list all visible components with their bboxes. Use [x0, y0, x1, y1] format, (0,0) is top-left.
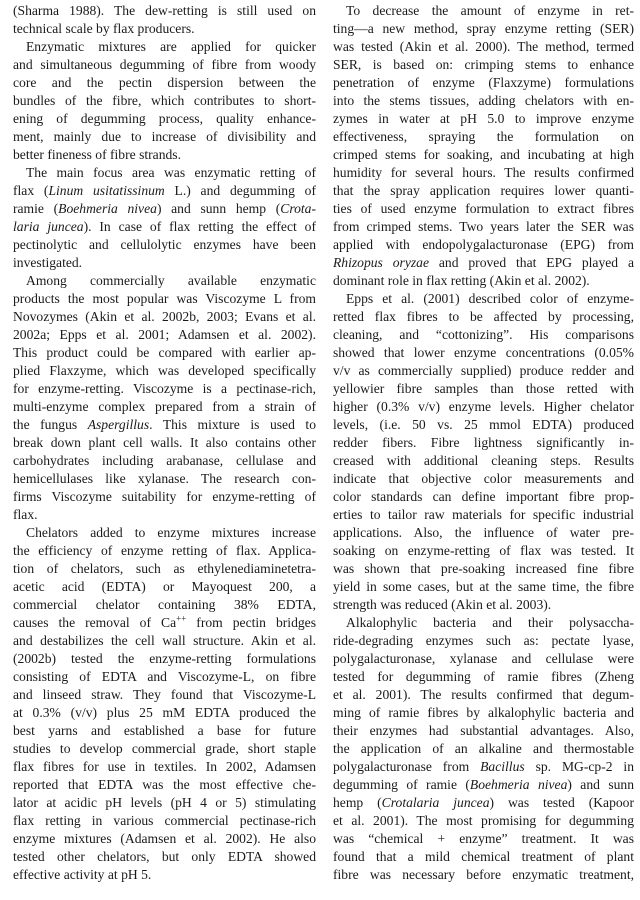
left-column-text-line: core and the pectin dispersion between the	[13, 75, 316, 90]
left-column-text-line: better fineness of fibre strands.	[13, 147, 181, 162]
left-column-text-line: plied Flaxzyme, which was developed specifically	[13, 363, 316, 378]
left-column-text-line: Enzymatic mixtures are applied for quicker	[26, 39, 316, 54]
right-column-text-line: that the spray application requires lower quanti-	[333, 183, 634, 198]
right-column-text-line: redder fibers. Fibre lightness significantly in-	[333, 435, 634, 450]
right-column-text-line: zymes in water at pH 5.0 to improve enzyme	[333, 111, 634, 126]
left-column-text-line: flax retting in various commercial pectinase-rich	[13, 813, 316, 828]
right-column-text-line: Rhizopus oryzae and proved that EPG played a	[333, 255, 634, 270]
right-column-text-line: v/v as commercially supplied) produce redder and	[333, 363, 634, 378]
right-column-text-line: retted flax fibres to be affected by processing,	[333, 309, 634, 324]
right-column-text-line: crimped stems for soaking, and incubating at high	[333, 147, 634, 162]
right-column-text-line: into the stems tissues, adding chelators with en-	[333, 93, 634, 108]
right-column-text-line: strength was reduced (Akin et al. 2003).	[333, 597, 552, 612]
right-column-text-line: polygalacturonase, xylanase and cellulase were	[333, 651, 634, 666]
left-column-text-line: break down plant cell walls. It also contains other	[13, 435, 316, 450]
right-column-text-line: degumming of ramie (Boehmeria nivea) and sunn	[333, 777, 634, 792]
left-column-text-line: and linseed straw. They found that Viscozyme-L	[13, 687, 316, 702]
left-column-text-line: at 0.3% (v/v) plus 25 mM EDTA produced the	[13, 705, 316, 720]
right-column-text-line: applied with endopolygalacturonase (EPG) from	[333, 237, 634, 252]
right-column-text-line: was tested (Akin et al. 2000). The method, termed	[333, 39, 634, 54]
right-column-text-line: from crimped stems. Two years later the SER was	[333, 219, 634, 234]
right-column-text-line: tested for degumming of ramie fibres (Zheng	[333, 669, 634, 684]
right-column-text-line: yellowier fibre samples than those retted with	[333, 381, 634, 396]
left-column-text-line: enzyme mixtures (Adamsen et al. 2002). He also	[13, 831, 316, 846]
right-column-text-line: color standards can define important fibre prop-	[333, 489, 634, 504]
left-column-text-line: causes the removal of Ca++ from pectin bridges	[13, 614, 316, 630]
left-column-text-line: tion of chelators, such as ethylenediaminetetra-	[13, 561, 316, 576]
left-column-text-line: Novozymes (Akin et al. 2002b, 2003; Evans et al.	[13, 309, 316, 324]
right-column-text-line: higher (0.3% v/v) enzyme levels. Higher chelator	[333, 399, 634, 414]
left-column-text-line: reported that EDTA was the most effective che-	[13, 777, 316, 792]
right-column-text-line: was “chemical + enzyme” treatment. It was	[333, 831, 634, 846]
right-column-text-line: ting—a new method, spray enzyme retting (SER)	[333, 21, 634, 36]
right-column-text-line: showed that lower enzyme concentrations (0.05%	[333, 345, 634, 360]
left-column-text-line: Chelators added to enzyme mixtures increase	[26, 525, 316, 540]
left-column-text-line: 2002a; Epps et al. 2001; Adamsen et al. 2002).	[13, 327, 316, 342]
left-column-text-line: ening of degumming process, quality enhance-	[13, 111, 316, 126]
right-column-text-line: hemp (Crotalaria juncea) was tested (Kapoor	[333, 795, 634, 810]
right-column-text-line: yield in some cases, but at the same time, the fibre	[333, 579, 634, 594]
left-column-text-line: best yarns and established a base for future	[13, 723, 316, 738]
left-column-text-line: multi-enzyme complex prepared from a strain of	[13, 399, 316, 414]
left-column-text-line: and simultaneous degumming of fibre from woody	[13, 57, 316, 72]
left-column-text-line: ment, mainly due to increase of divisibility and	[13, 129, 316, 144]
left-column-text-line: hemicellulases like xylanase. The research con-	[13, 471, 316, 486]
right-column-text-line: applications. Also, the influence of water pre-	[333, 525, 634, 540]
left-column-text-line: ramie (Boehmeria nivea) and sunn hemp (Crota-	[13, 201, 316, 216]
left-column-text-line: studies to develop commercial grade, short staple	[13, 741, 316, 756]
left-column-text-line: flax fibres for use in textiles. In 2002, Adamsen	[13, 759, 316, 774]
right-column-text-line: their enzymes had substantial advantages. Also,	[333, 723, 634, 738]
left-column-text-line: effective activity at pH 5.	[13, 867, 152, 882]
left-column-text-line: products the most popular was Viscozyme L from	[13, 291, 316, 306]
right-column-text-line: indicate that objective color measurements and	[333, 471, 634, 486]
left-column-text-line: consisting of EDTA and Viscozyme-L, on fibre	[13, 669, 316, 684]
right-column-text-line: levels, (i.e. 50 vs. 25 mmol EDTA) produced	[333, 417, 634, 432]
left-column-text-line: lator at acidic pH levels (pH 4 or 5) stimulating	[13, 795, 316, 810]
right-column-text-line: found that a mild chemical treatment of plant	[333, 849, 634, 864]
left-column-text-line: (Sharma 1988). The dew-retting is still used on	[13, 3, 316, 18]
right-column-text-line: creased with additional cleaning steps. Results	[333, 453, 634, 468]
right-column-text-line: SER, is based on: crimping stems to enhance	[333, 57, 634, 72]
right-column-text-line: ming of ramie fibres by alkalophylic bacteria and	[333, 705, 634, 720]
left-column-text-line: and destabilizes the cell wall structure. Akin et al.	[13, 633, 316, 648]
left-column-text-line: This product could be compared with earlier ap-	[13, 345, 316, 360]
left-column-text-line: laria juncea). In case of flax retting the effect of	[13, 219, 316, 234]
right-column-text-line: ties of used enzyme formulation to extract fibres	[333, 201, 634, 216]
left-column-text-line: the fungus Aspergillus. This mixture is used to	[13, 417, 316, 432]
right-column-text-line: was shown that pre-soaking increased fine fibre	[333, 561, 634, 576]
right-column-text-line: et al. 2001). The results confirmed that degum-	[333, 687, 634, 702]
left-column-text-line: technical scale by flax producers.	[13, 21, 195, 36]
left-column-text-line: bundles of the fibre, which contributes to short-	[13, 93, 316, 108]
right-column-text-line: ride-degrading enzymes such as: pectate lyase,	[333, 633, 634, 648]
left-column-text-line: (2002b) tested the enzyme-retting formulations	[13, 651, 316, 666]
right-column-text-line: cleaning, and “cottonizing”. His comparisons	[333, 327, 634, 342]
right-column-text-line: polygalacturonase from Bacillus sp. MG-cp-2 in	[333, 759, 634, 774]
left-column-text-line: the efficiency of enzyme retting of flax. Applica-	[13, 543, 316, 558]
right-column-text-line: fibre was necessary before enzymatic treatment,	[333, 867, 634, 882]
right-column-text-line: effectiveness, spraying the formulation on	[333, 129, 634, 144]
left-column-text-line: flax.	[13, 507, 38, 522]
right-column-text-line: Alkalophylic bacteria and their polysaccha-	[346, 615, 634, 630]
right-column-text-line: erties to tailor raw materials for specific industrial	[333, 507, 634, 522]
right-column-text-line: To decrease the amount of enzyme in ret-	[346, 3, 634, 18]
right-column-text-line: penetration of enzyme (Flaxzyme) formulations	[333, 75, 634, 90]
left-column-text-line: firms Viscozyme suitability for enzyme-retting of	[13, 489, 316, 504]
left-column-text-line: Among commercially available enzymatic	[26, 273, 316, 288]
left-column-text-line: carbohydrates including arabanase, cellulase and	[13, 453, 316, 468]
left-column-text-line: pectinolytic and cellulolytic enzymes have been	[13, 237, 316, 252]
right-column-text-line: humidity for several hours. The results confirmed	[333, 165, 634, 180]
right-column-text-line: the application of an alkaline and thermostable	[333, 741, 634, 756]
left-column-text-line: flax (Linum usitatissinum L.) and degumming of	[13, 183, 316, 198]
left-column-text-line: commercial chelator containing 38% EDTA,	[13, 597, 316, 612]
right-column-text-line: et al. 2001). The most promising for degumming	[333, 813, 634, 828]
right-column-text-line: Epps et al. (2001) described color of enzyme-	[346, 291, 634, 306]
left-column-text-line: The main focus area was enzymatic retting of	[26, 165, 316, 180]
left-column-text-line: investigated.	[13, 255, 83, 270]
left-column-text-line: tested other chelators, but only EDTA showed	[13, 849, 316, 864]
left-column-text-line: for enzyme-retting. Viscozyme is a pectinase-rich,	[13, 381, 316, 396]
left-column-text-line: acetic acid (EDTA) or Mayoquest 200, a	[13, 579, 316, 594]
right-column-text-line: dominant role in flax retting (Akin et al. 2002).	[333, 273, 590, 288]
right-column-text-line: soaking on enzyme-retting of flax was tested. It	[333, 543, 634, 558]
